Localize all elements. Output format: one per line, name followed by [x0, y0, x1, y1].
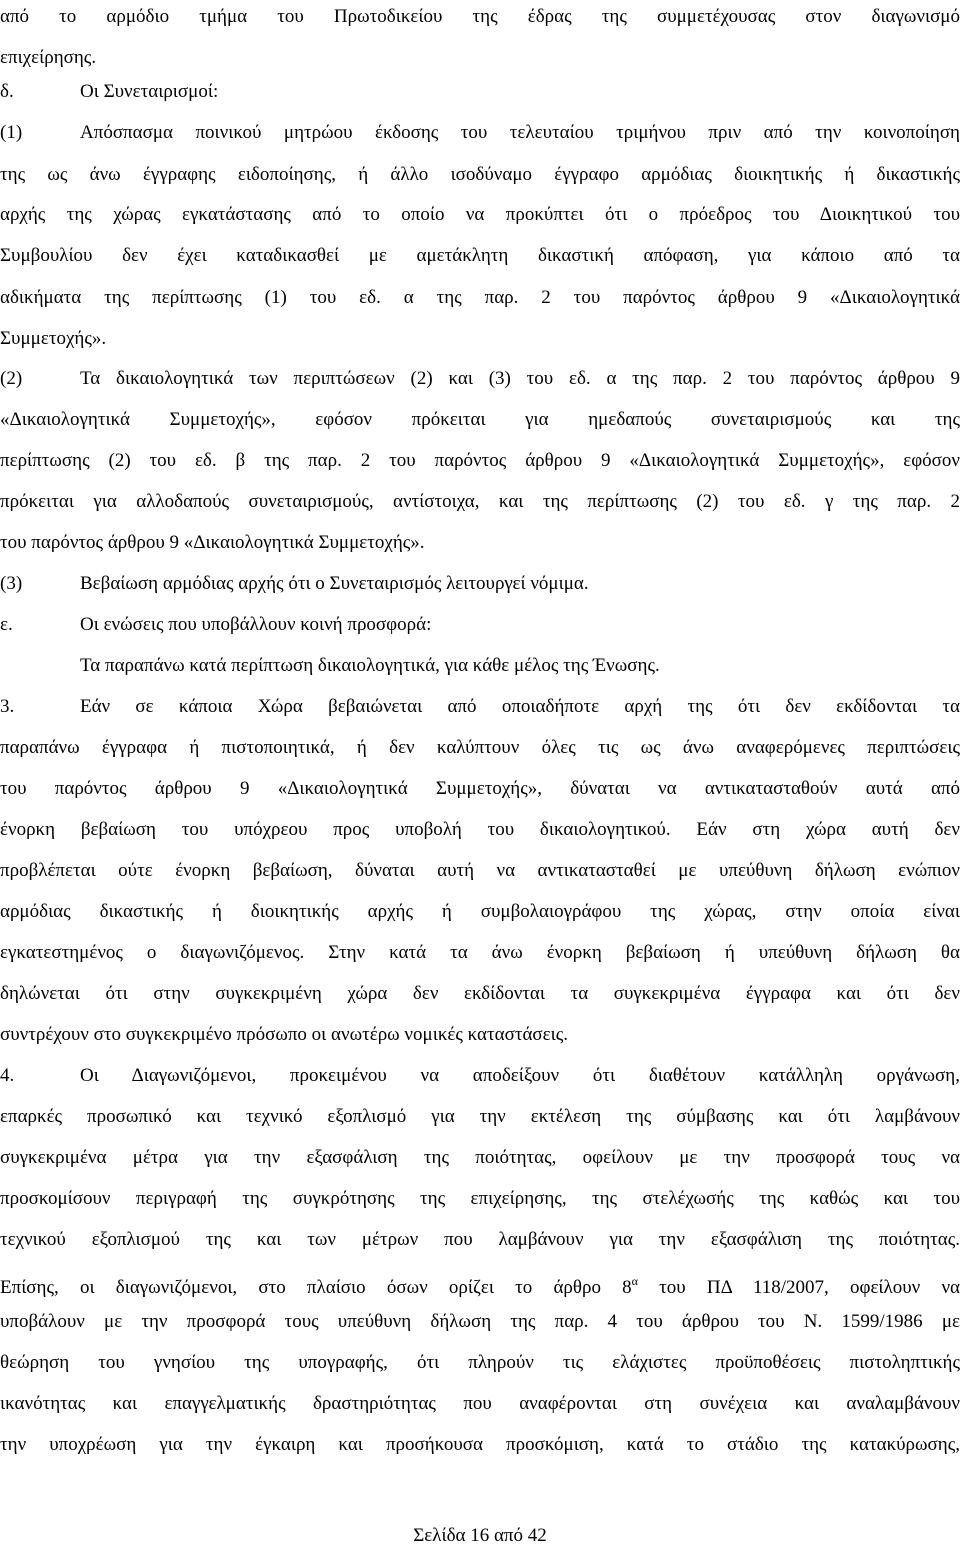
body-line: του παρόντος άρθρου 9 «Δικαιολογητικά Συμμετοχής», δύναται να αντικατασταθούν αυτά από — [0, 778, 960, 799]
body-line-with-superscript — [0, 1266, 960, 1296]
body-line: ένορκη βεβαίωση του υπόχρεου προς υποβολή του δικαιολογητικού. Εάν στη χώρα αυτή δεν — [0, 819, 960, 840]
body-line: Εάν σε κάποια Χώρα βεβαιώνεται από οποιαδήποτε αρχή της ότι δεν εκδίδονται τα — [80, 696, 960, 717]
body-line: Τα παραπάνω κατά περίπτωση δικαιολογητικά, για κάθε μέλος της Ένωσης. — [80, 655, 660, 676]
body-line: συγκεκριμένα μέτρα για την εξασφάλιση της ποιότητας, οφείλουν με την προσφορά τους να — [0, 1147, 960, 1168]
body-line: αρχής της χώρας εγκατάστασης από το οποίο να προκύπτει ότι ο πρόεδρος του Διοικητικού του — [0, 204, 960, 225]
body-line: συντρέχουν στο συγκεκριμένο πρόσωπο οι ανωτέρω νομικές καταστάσεις. — [0, 1024, 569, 1045]
body-line: Συμμετοχής». — [0, 328, 107, 349]
page-number-footer: Σελίδα 16 από 42 — [413, 1525, 547, 1546]
body-line: την υποχρέωση για την έγκαιρη και προσήκουσα προσκόμιση, κατά το στάδιο της κατακύρωσης, — [0, 1434, 960, 1455]
body-line: εγκατεστημένος ο διαγωνιζόμενος. Στην κατά τα άνω ένορκη βεβαίωση ή υπεύθυνη δήλωση θα — [0, 942, 960, 963]
body-line: θεώρηση του γνησίου της υπογραφής, ότι πληρούν τις ελάχιστες προϋποθέσεις πιστοληπτικής — [0, 1352, 960, 1373]
section-marker: 3. — [0, 696, 15, 717]
body-line: δηλώνεται ότι στην συγκεκριμένη χώρα δεν εκδίδονται τα συγκεκριμένα έγγραφα και ότι δεν — [0, 983, 960, 1004]
item-heading: Οι Συνεταιρισμοί: — [80, 81, 219, 102]
body-line: προσκομίσουν περιγραφή της συγκρότησης της επιχείρησης, της στελέχωσής της καθώς και του — [0, 1188, 960, 1209]
body-line: αδικήματα της περίπτωσης (1) του εδ. α της παρ. 2 του παρόντος άρθρου 9 «Δικαιολογητικά — [0, 287, 960, 308]
body-line: επιχείρησης. — [0, 47, 97, 68]
body-line: προβλέπεται ούτε ένορκη βεβαίωση, δύναται αυτή να αντικατασταθεί με υπεύθυνη δήλωση ενώπιον — [0, 860, 960, 881]
body-line: ικανότητας και επαγγελματικής δραστηριότητας που αναφέρονται στη συνέχεια και αναλαμβάνουν — [0, 1393, 960, 1414]
body-line: Απόσπασμα ποινικού μητρώου έκδοσης του τελευταίου τριμήνου πριν από την κοινοποίηση — [80, 122, 960, 143]
body-line: «Δικαιολογητικά Συμμετοχής», εφόσον πρόκειται για ημεδαπούς συνεταιρισμούς και της — [0, 409, 960, 430]
superscript: α — [631, 1274, 638, 1288]
body-line: περίπτωσης (2) του εδ. β της παρ. 2 του παρόντος άρθρου 9 «Δικαιολογητικά Συμμετοχής», εφόσον — [0, 450, 960, 471]
body-line: επαρκές προσωπικό και τεχνικό εξοπλισμό για την εκτέλεση της σύμβασης και ότι λαμβάνουν — [0, 1106, 960, 1127]
body-text: του ΠΔ 118/2007, οφείλουν να — [637, 1277, 960, 1298]
body-line: υποβάλουν με την προσφορά τους υπεύθυνη δήλωση της παρ. 4 του άρθρου του Ν. 1599/1986 με — [0, 1311, 960, 1332]
section-marker: 4. — [0, 1065, 15, 1086]
sub-item-marker: (3) — [0, 573, 23, 594]
item-marker: δ. — [0, 81, 14, 102]
body-line: Τα δικαιολογητικά των περιπτώσεων (2) και (3) του εδ. α της παρ. 2 του παρόντος άρθρου 9 — [80, 368, 960, 389]
body-line: Οι Διαγωνιζόμενοι, προκειμένου να αποδείξουν ότι διαθέτουν κατάλληλη οργάνωση, — [80, 1065, 960, 1086]
body-line: Συμβουλίου δεν έχει καταδικασθεί με αμετάκλητη δικαστική απόφαση, για κάποιο από τα — [0, 245, 960, 266]
body-line: πρόκειται για αλλοδαπούς συνεταιρισμούς, αντίστοιχα, και της περίπτωσης (2) του εδ. γ της παρ. 2 — [0, 491, 960, 512]
body-line: παραπάνω έγγραφα ή πιστοποιητικά, ή δεν καλύπτουν όλες τις ως άνω αναφερόμενες περιπτώσεις — [0, 737, 960, 758]
body-line: τεχνικού εξοπλισμού της και των μέτρων που λαμβάνουν για την εξασφάλιση της ποιότητας. — [0, 1229, 960, 1250]
body-line: από το αρμόδιο τμήμα του Πρωτοδικείου της έδρας της συμμετέχουσας στον διαγωνισμό — [0, 6, 960, 27]
body-line: Βεβαίωση αρμόδιας αρχής ότι ο Συνεταιρισμός λειτουργεί νόμιμα. — [80, 573, 589, 594]
sub-item-marker: (1) — [0, 122, 23, 143]
sub-item-marker: (2) — [0, 368, 23, 389]
body-line: αρμόδιας δικαστικής ή διοικητικής αρχής ή συμβολαιογράφου της χώρας, στην οποία είναι — [0, 901, 960, 922]
body-line: της ως άνω έγγραφης ειδοποίησης, ή άλλο ισοδύναμο έγγραφο αρμόδιας διοικητικής ή δικαστικής — [0, 164, 960, 185]
body-line: του παρόντος άρθρου 9 «Δικαιολογητικά Συμμετοχής». — [0, 532, 425, 553]
body-text: Επίσης, οι διαγωνιζόμενοι, στο πλαίσιο όσων ορίζει το άρθρο 8 — [0, 1277, 632, 1298]
item-marker: ε. — [0, 614, 13, 635]
item-heading: Οι ενώσεις που υποβάλλουν κοινή προσφορά: — [80, 614, 432, 635]
